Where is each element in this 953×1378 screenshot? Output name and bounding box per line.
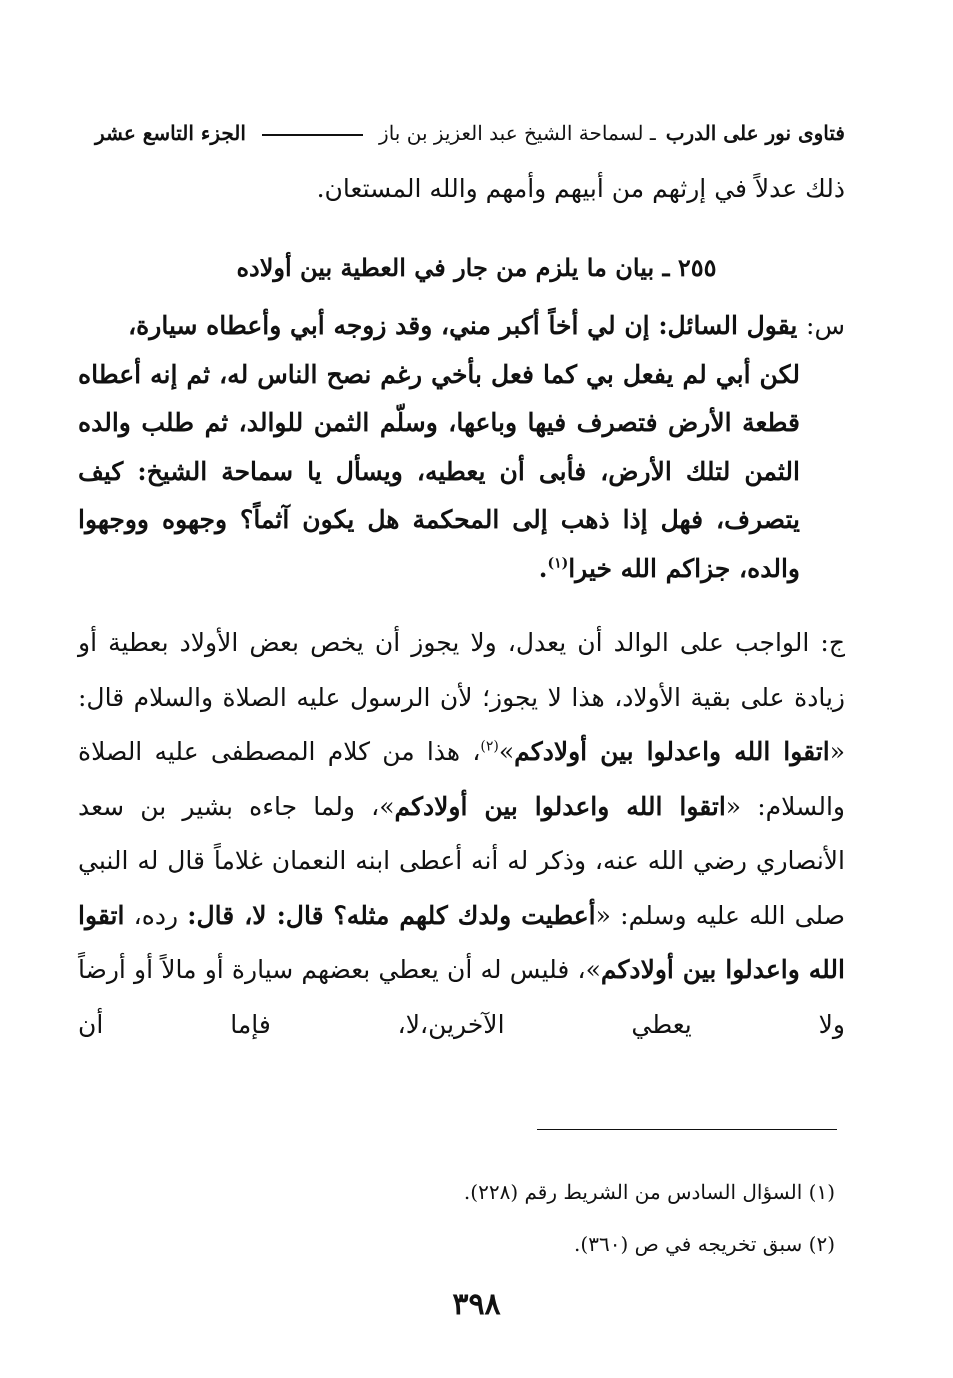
question-text-block [78,351,800,594]
question-paragraph [78,302,845,593]
footnotes [300,1166,835,1270]
hadith-quote-2: اتقوا الله واعدلوا بين أولادكم [394,791,726,821]
hadith-quote-4: اتقوا الله واعدلوا بين أولادكم [78,900,845,984]
footnote-ref-1[interactable]: (١) [547,555,569,572]
running-header [95,118,845,148]
header-rule [262,134,363,136]
answer-text-3: »، ولما جاءه بشير بن سعد الأنصاري رضي الله عنه، وذكر له أنه أعطى ابنه النعمان غلاماً قال له النبي صلى الله عليه وسلم: « [78,791,845,930]
footnote-divider [537,1129,837,1130]
footnote-ref-2[interactable]: (٢) [480,738,499,755]
hadith-quote-1: اتقوا الله واعدلوا بين أولادكم [514,737,830,766]
page-number: ٣٩٨ [452,1287,501,1322]
question-text: لكن أبي لم يفعل بي كما فعل بأخي رغم نصح الناس له، ثم إنه أعطاه قطعة الأرض فتصرف فيها وباعها، وسلّم الثمن للوالد، ثم طلب والده الثمن لتلك الأرض، فأبى أن يعطيه، ويسأل يا سماحة الشيخ: كيف يتصرف، فهل إذا ذهب إلى المحكمة هل يكون آثماً؟ وجهوه ووجهوا والده، جزاكم الله خيرا [78,359,800,583]
series-title: فتاوى نور على الدرب [665,121,845,145]
quote-close: » [498,737,515,766]
part-title: الجزء التاسع عشر [95,121,246,145]
answer-text-4: رده، [124,900,188,930]
footnote-2: (٢) سبق تخريجه في ص (٣٦٠). [574,1232,835,1256]
continuation-paragraph: ذلك عدلاً في إرثهم من أبيهم وأمهم والله المستعان. [316,174,845,203]
author-line: ـ لسماحة الشيخ عبد العزيز بن باز [379,121,656,145]
answer-text-1: ج: الواجب على الوالد أن يعدل، ولا يجوز أن يخص بعض الأولاد بعطية أو زيادة على بقية الأولاد، هذا لا يجوز؛ لأن الرسول عليه الصلاة والسلام قال: « [78,628,845,766]
answer-paragraph [78,616,845,1052]
question-label: س: [806,311,845,340]
section-title: ٢٥٥ ـ بيان ما يلزم من جار في العطية بين أولاده [236,253,717,282]
footnote-1: (١) السؤال السادس من الشريط رقم (٢٢٨). [463,1180,835,1204]
answer-text-2: ، هذا من كلام المصطفى عليه الصلاة والسلام: « [78,737,845,821]
answer-text-5: »، فليس له أن يعطي بعضهم سيارة أو مالاً أو أرضاً ولا يعطي الآخرين،لا، فإما أن [78,955,845,1039]
question-text-first-line: يقول السائل: إن لي أخاً أكبر مني، وقد زوجه أبي وأعطاه سيارة، [128,311,798,340]
question-end: . [538,553,548,583]
hadith-quote-3: أعطيت ولدك كلهم مثله؟ قال: لا، قال: [187,900,596,930]
